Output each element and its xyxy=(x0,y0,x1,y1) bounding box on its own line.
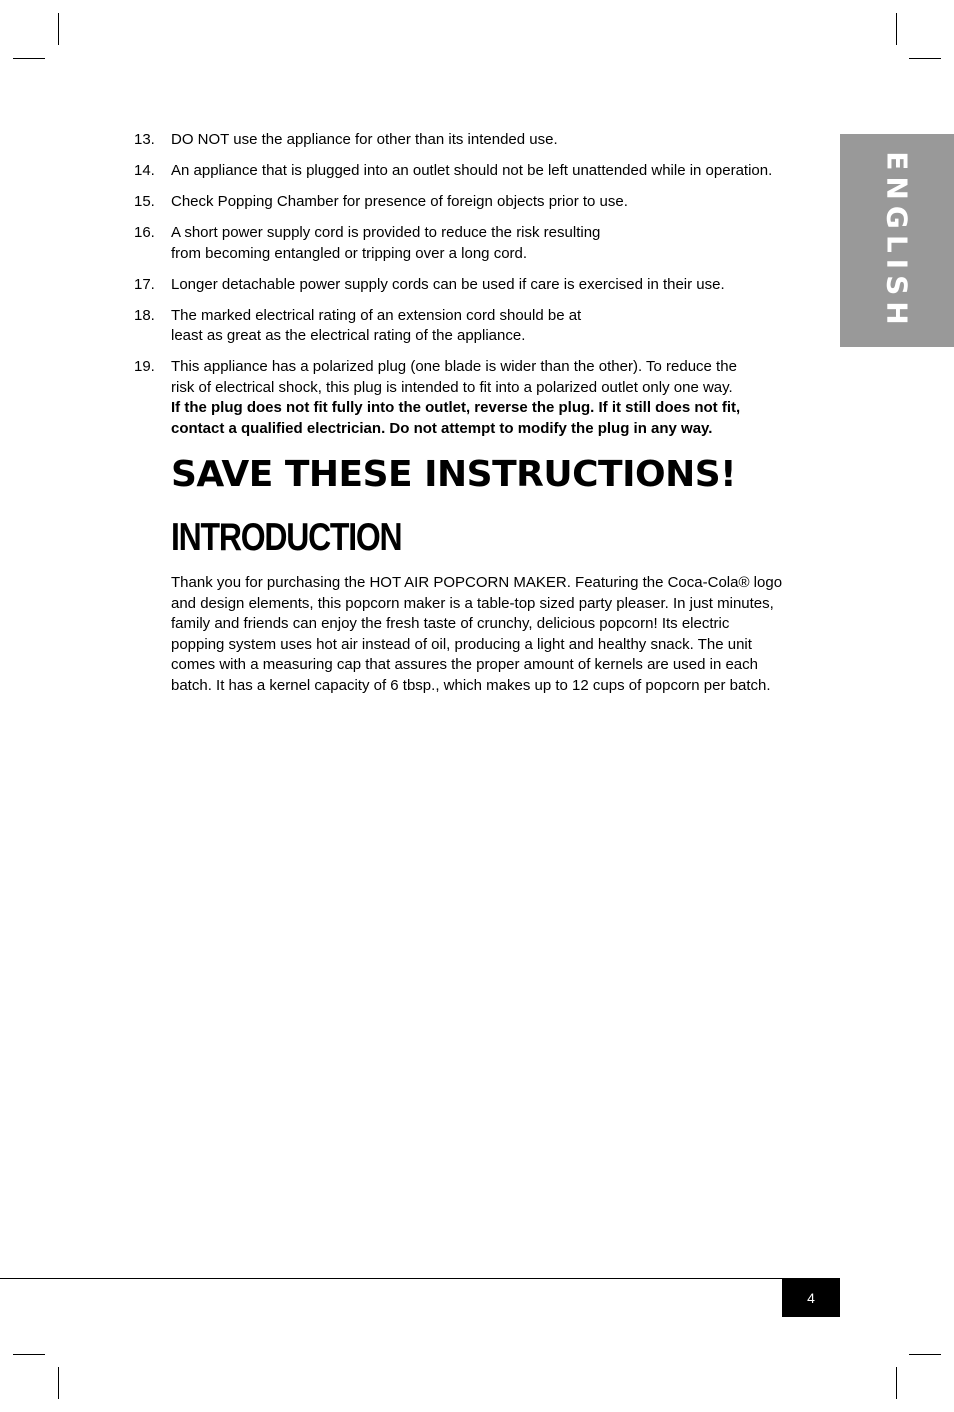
rule-item xyxy=(134,275,834,296)
rule-text-line: DO NOT use the appliance for other than its intended use. xyxy=(171,131,558,148)
introduction-line: Thank you for purchasing the HOT AIR POPCORN MAKER. Featuring the Coca-Cola® logo xyxy=(171,574,783,591)
rule-text-line: This appliance has a polarized plug (one blade is wider than the other). To reduce the xyxy=(171,358,737,375)
rule-text xyxy=(171,130,834,151)
rule-text-line: Check Popping Chamber for presence of foreign objects prior to use. xyxy=(171,193,628,210)
introduction-line: popping system uses hot air instead of oil, producing a light and healthy snack. The unit xyxy=(171,635,752,653)
introduction-line: comes with a measuring cap that assures the proper amount of kernels are used in each xyxy=(171,656,758,673)
rule-text xyxy=(171,223,834,264)
rule-text xyxy=(171,161,834,182)
save-instructions-heading: SAVE THESE INSTRUCTIONS! xyxy=(171,454,737,495)
rule-item xyxy=(134,223,834,264)
crop-mark xyxy=(909,1354,941,1355)
rule-item xyxy=(134,192,834,213)
rule-warning-line: contact a qualified electrician. Do not attempt to modify the plug in any way. xyxy=(171,419,713,437)
introduction-heading: INTRODUCTION xyxy=(171,516,402,559)
rule-text xyxy=(171,192,834,213)
rule-number: 16. xyxy=(134,224,155,241)
rule-number: 13. xyxy=(134,131,155,148)
crop-mark xyxy=(896,13,897,45)
rule-item xyxy=(134,357,834,439)
rule-text xyxy=(171,306,834,347)
language-tab xyxy=(840,134,954,347)
rule-text xyxy=(171,275,834,296)
safety-rules-list xyxy=(134,130,834,450)
crop-mark xyxy=(896,1367,897,1399)
rule-warning-line: If the plug does not fit fully into the outlet, reverse the plug. If it still does not fit, xyxy=(171,399,741,416)
rule-text-line: risk of electrical shock, this plug is intended to fit into a polarized outlet only one way. xyxy=(171,378,733,396)
rule-item xyxy=(134,161,834,182)
page-number: 4 xyxy=(807,1289,815,1306)
introduction-line: batch. It has a kernel capacity of 6 tbsp., which makes up to 12 cups of popcorn per batch. xyxy=(171,676,771,694)
introduction-paragraph xyxy=(171,573,831,696)
introduction-line: and design elements, this popcorn maker is a table-top sized party pleaser. In just minutes, xyxy=(171,594,774,612)
page-number-badge xyxy=(782,1278,840,1317)
introduction-line: family and friends can enjoy the fresh taste of crunchy, delicious popcorn! Its electric xyxy=(171,615,730,632)
crop-mark xyxy=(13,1354,45,1355)
rule-item xyxy=(134,306,834,347)
footer-divider xyxy=(0,1278,840,1279)
rule-item xyxy=(134,130,834,151)
rule-number: 15. xyxy=(134,193,155,210)
language-tab-label: ENGLISH xyxy=(880,150,914,331)
rule-number: 18. xyxy=(134,306,155,324)
rule-number: 19. xyxy=(134,358,155,375)
rule-text xyxy=(171,357,834,439)
rule-text-line: least as great as the electrical rating of the appliance. xyxy=(171,327,526,344)
rule-text-line: Longer detachable power supply cords can be used if care is exercised in their use. xyxy=(171,275,725,293)
rule-number: 17. xyxy=(134,275,155,293)
rule-text-line: An appliance that is plugged into an outlet should not be left unattended while in operation. xyxy=(171,162,773,179)
crop-mark xyxy=(909,58,941,59)
rule-text-line: from becoming entangled or tripping over a long cord. xyxy=(171,244,528,262)
crop-mark xyxy=(13,58,45,59)
crop-mark xyxy=(58,13,59,45)
crop-mark xyxy=(58,1367,59,1399)
rule-text-line: The marked electrical rating of an extension cord should be at xyxy=(171,306,582,324)
rule-number: 14. xyxy=(134,162,155,179)
rule-text-line: A short power supply cord is provided to reduce the risk resulting xyxy=(171,224,601,241)
